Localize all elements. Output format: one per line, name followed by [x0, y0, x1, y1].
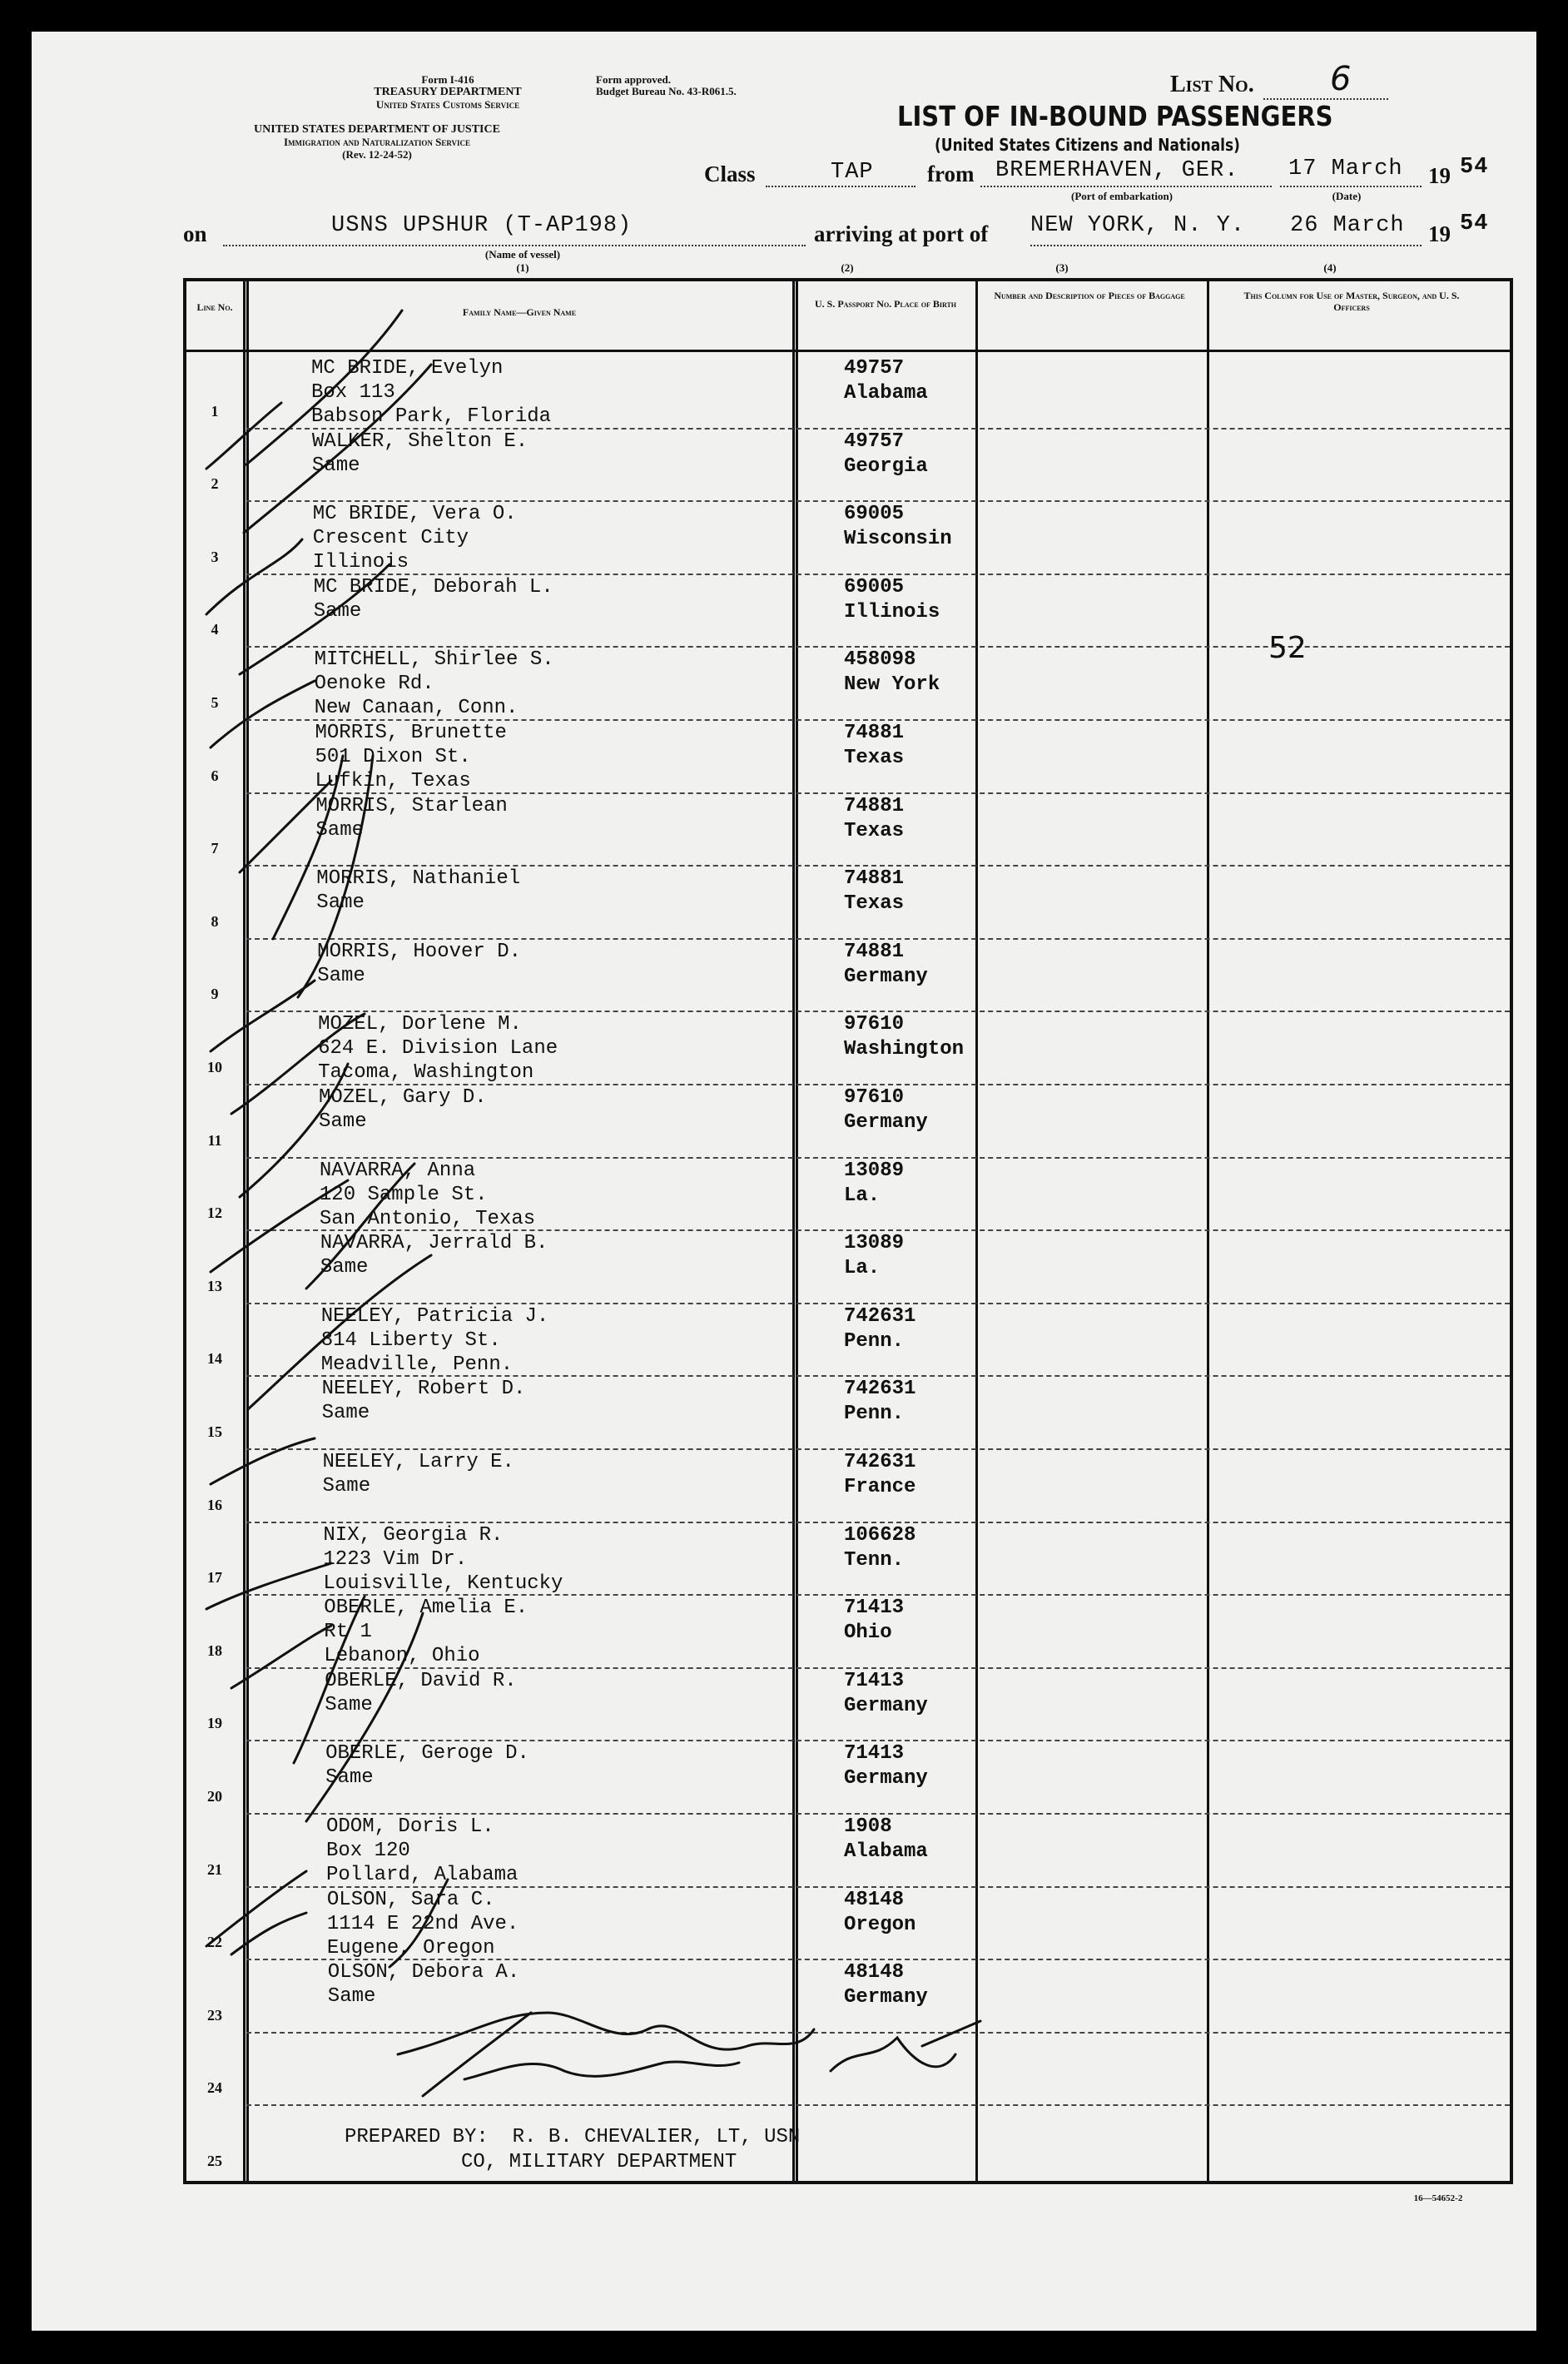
passenger-name: MOZEL, Gary D. Same [319, 1086, 487, 1133]
line-number: 10 [207, 1058, 222, 1075]
passport-birthplace: 742631 Penn. [844, 1378, 916, 1426]
class-label: Class [704, 161, 756, 186]
passenger-name: MORRIS, Nathaniel Same [316, 867, 521, 915]
table-row [186, 1157, 1510, 1230]
passport-birthplace: 74881 Texas [844, 867, 905, 916]
arriving-label: arriving at port of [814, 221, 989, 246]
passport-birthplace: 97610 Washington [844, 1013, 965, 1061]
line-number: 18 [207, 1641, 222, 1659]
passenger-name: MC BRIDE, Vera O. Crescent City Illinois [312, 503, 517, 574]
arrival-port: NEW YORK, N. Y. [1030, 213, 1246, 238]
passenger-name: NEELEY, Larry E. Same [322, 1451, 514, 1497]
passport-birthplace: 13089 La. [844, 1159, 905, 1207]
passport-birthplace: 69005 Illinois [844, 575, 940, 623]
table-row [186, 355, 1510, 428]
table-row [186, 1084, 1510, 1157]
date2-value: 26 March [1290, 213, 1405, 238]
passenger-name: NAVARRA, Jerrald B. Same [320, 1232, 548, 1279]
table-row [186, 1375, 1510, 1448]
table-row [186, 792, 1510, 866]
passenger-name: MORRIS, Hoover D. Same [317, 940, 522, 987]
passenger-name: NIX, Georgia R. 1223 Vim Dr. Louisville, Kentucky [323, 1523, 563, 1595]
vessel-value: USNS UPSHUR (T-AP198) [331, 213, 633, 238]
table-row [186, 1229, 1510, 1303]
passenger-name: OLSON, Sara C. 1114 E 22nd Ave. Eugene, Oregon [326, 1888, 519, 1959]
justice-dept: UNITED STATES DEPARTMENT OF JUSTICE [254, 123, 500, 136]
line-number: 8 [211, 912, 219, 930]
manifest-page [32, 32, 1536, 2331]
passenger-name: ODOM, Doris L. Box 120 Pollard, Alabama [326, 1815, 519, 1886]
table-row [186, 500, 1510, 574]
passenger-name: MITCHELL, Shirlee S. Oenoke Rd. New Canaan, Conn. [314, 648, 554, 720]
header-rule [186, 350, 1510, 352]
line-number: 12 [207, 1204, 222, 1222]
passenger-name: MC BRIDE, Deborah L. Same [313, 575, 553, 623]
class-line [766, 186, 915, 187]
list-no-label: List No. [1170, 72, 1254, 97]
table-row [186, 646, 1510, 719]
passport-birthplace: 48148 Germany [844, 1961, 928, 2009]
line-number: 2 [211, 475, 219, 493]
passenger-table [183, 278, 1513, 2184]
table-row [186, 1522, 1510, 1595]
line-number: 1 [211, 402, 219, 420]
page-subtitle: (United States Citizens and Nationals) [935, 135, 1240, 155]
passenger-name: MC BRIDE, Evelyn Box 113 Babson Park, Florida [311, 357, 552, 428]
prepared-dept: CO, MILITARY DEPARTMENT [461, 2151, 737, 2173]
table-row [186, 1594, 1510, 1667]
col1-caption: (1) [516, 261, 529, 274]
table-row [186, 574, 1510, 647]
passenger-name: NEELEY, Robert D. Same [321, 1378, 526, 1425]
class-value: TAP [831, 160, 874, 185]
passenger-name: OBERLE, Geroge D. Same [325, 1742, 529, 1790]
year2-value: 54 [1460, 211, 1489, 236]
line-number: 13 [207, 1277, 222, 1294]
on-label: on [183, 221, 207, 246]
line-number: 17 [207, 1569, 222, 1587]
table-row [186, 428, 1510, 501]
table-row [186, 2032, 1510, 2105]
passenger-name: WALKER, Shelton E. Same [311, 430, 528, 477]
passport-birthplace: 71413 Ohio [844, 1597, 905, 1645]
passport-birthplace: 69005 Wisconsin [844, 503, 952, 551]
col2-caption: (2) [841, 261, 854, 274]
passenger-name: MORRIS, Brunette 501 Dixon St. Lufkin, Texas [315, 722, 507, 792]
passport-birthplace: 49757 Alabama [844, 357, 928, 405]
print-code: 16—54652-2 [1413, 2193, 1463, 2203]
passenger-name: NEELEY, Patricia J. 814 Liberty St. Meadville, Penn. [320, 1304, 549, 1376]
passport-birthplace: 13089 La. [844, 1232, 905, 1280]
table-row [186, 1959, 1510, 2032]
passport-birthplace: 74881 Germany [844, 940, 928, 988]
from-line [980, 186, 1272, 187]
line-number: 20 [207, 1787, 222, 1805]
passenger-name: MOZEL, Dorlene M. 624 E. Division Lane Tacoma, Washington [318, 1013, 558, 1085]
col4-caption: (4) [1323, 261, 1337, 274]
line-number: 25 [207, 2152, 222, 2169]
table-row [186, 1303, 1510, 1376]
header-officers: This Column for Use of Master, Surgeon, and U. S. Officers [1243, 290, 1460, 313]
page-title: LIST OF IN-BOUND PASSENGERS [897, 100, 1333, 132]
form-approved: Form approved. [596, 73, 672, 86]
line-number: 11 [207, 1131, 222, 1149]
passenger-name: NAVARRA, Anna 120 Sample St. San Antonio, Texas [319, 1159, 536, 1230]
passport-birthplace: 742631 Penn. [844, 1304, 916, 1353]
header-baggage: Number and Description of Pieces of Baggage [994, 290, 1185, 301]
passenger-name: OLSON, Debora A. Same [327, 1961, 520, 2009]
passenger-name: OBERLE, David R. Same [325, 1669, 517, 1716]
from-value: BREMERHAVEN, GER. [995, 158, 1239, 183]
from-label: from [927, 161, 975, 186]
table-row [186, 938, 1510, 1011]
line-number: 3 [211, 548, 219, 565]
table-row [186, 1667, 1510, 1741]
line-number: 15 [207, 1423, 222, 1440]
revision: (Rev. 12-24-52) [342, 148, 412, 161]
table-row [186, 1813, 1510, 1886]
passport-birthplace: 71413 Germany [844, 1669, 928, 1717]
form-number: Form I-416 [421, 73, 474, 86]
prepared-by: PREPARED BY: R. B. CHEVALIER, LT, USN [345, 2126, 801, 2148]
passport-birthplace: 97610 Germany [844, 1086, 928, 1134]
passport-birthplace: 74881 Texas [844, 794, 905, 842]
header-name: Family Name—Given Name [462, 306, 577, 318]
line-number: 24 [207, 2079, 222, 2097]
passport-birthplace: 48148 Oregon [844, 1888, 916, 1936]
date1-value: 17 March [1288, 156, 1403, 181]
list-no-value: 6 [1330, 60, 1352, 98]
table-row [186, 719, 1510, 792]
arrival-line [1030, 245, 1422, 246]
line-number: 22 [207, 1934, 222, 1951]
line-number: 16 [207, 1496, 222, 1513]
officer-note: 52 [1268, 631, 1307, 665]
table-row [186, 1448, 1510, 1522]
line-number: 14 [207, 1350, 222, 1368]
year2-prefix: 19 [1428, 221, 1451, 246]
passport-birthplace: 49757 Georgia [844, 430, 928, 478]
col3-caption: (3) [1055, 261, 1069, 274]
table-row [186, 1011, 1510, 1084]
date1-line [1280, 186, 1422, 187]
passenger-name: OBERLE, Amelia E. Rt 1 Lebanon, Ohio [324, 1597, 528, 1668]
line-number: 7 [211, 840, 219, 857]
line-number: 9 [211, 986, 219, 1003]
date-caption: (Date) [1332, 190, 1362, 202]
vessel-caption: (Name of vessel) [484, 248, 561, 261]
passport-birthplace: 1908 Alabama [844, 1815, 928, 1863]
table-row [186, 1740, 1510, 1813]
line-number: 19 [207, 1715, 222, 1732]
header-passport: U. S. Passport No. Place of Birth [814, 298, 956, 310]
line-number: 5 [211, 693, 219, 711]
passport-birthplace: 458098 New York [844, 648, 940, 697]
vessel-line [223, 245, 806, 246]
line-number: 21 [207, 1860, 222, 1878]
table-row [186, 1886, 1510, 1959]
line-number: 6 [211, 767, 219, 784]
header-line-no: Line No. [196, 301, 233, 313]
passport-birthplace: 742631 France [844, 1451, 916, 1498]
customs-service: United States Customs Service [375, 98, 520, 111]
passport-birthplace: 74881 Texas [844, 722, 905, 769]
line-number: 4 [211, 621, 219, 638]
table-row [186, 865, 1510, 938]
treasury-dept: TREASURY DEPARTMENT [374, 86, 522, 98]
budget-bureau: Budget Bureau No. 43-R061.5. [596, 85, 737, 97]
year1-value: 54 [1460, 155, 1489, 180]
ins-service: Immigration and Naturalization Service [283, 136, 471, 148]
passenger-name: MORRIS, Starlean Same [315, 794, 508, 842]
year1-prefix: 19 [1428, 163, 1451, 188]
passport-birthplace: 106628 Tenn. [844, 1523, 916, 1572]
passport-birthplace: 71413 Germany [844, 1742, 928, 1790]
port-caption: (Port of embarkation) [1070, 190, 1174, 202]
line-number: 23 [207, 2006, 222, 2024]
